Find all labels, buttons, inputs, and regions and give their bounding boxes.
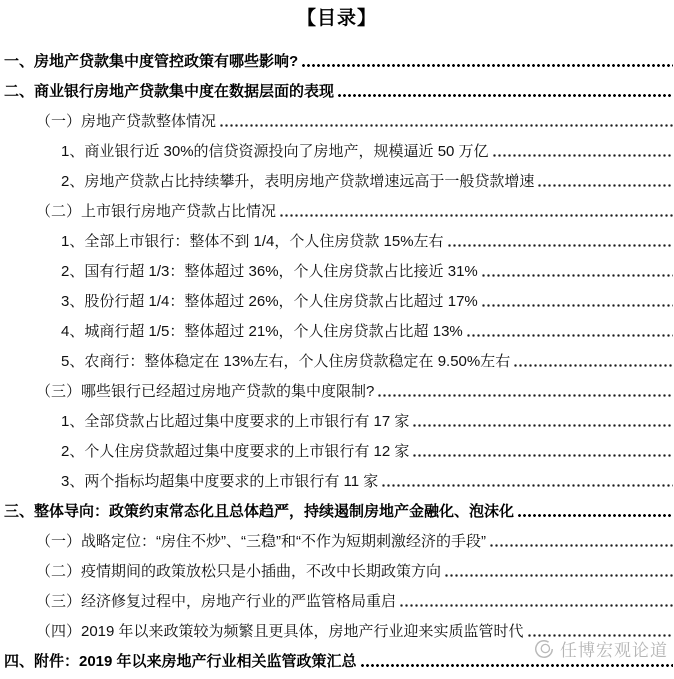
dot-leader — [302, 64, 673, 67]
toc-entry-text: 三、整体导向：政策约束常态化且总体趋严，持续遏制房地产金融化、泡沫化 — [4, 503, 515, 520]
toc-entry-text: （二）上市银行房地产贷款占比情况 — [36, 203, 277, 220]
dot-leader — [378, 394, 673, 397]
toc-entry-text: （二）疫情期间的政策放松只是小插曲，不改中长期政策方向 — [36, 563, 442, 580]
dot-leader — [518, 514, 673, 517]
toc-entry — [0, 314, 674, 344]
toc-entry — [0, 44, 674, 74]
dot-leader — [467, 334, 673, 337]
toc-entry — [0, 404, 674, 434]
watermark-text: 任博宏观论道 — [560, 641, 668, 660]
toc-entry — [0, 584, 674, 614]
dot-leader — [490, 544, 673, 547]
toc-entry — [0, 284, 674, 314]
toc-entry-text: 1、商业银行近 30%的信贷资源投向了房地产，规模逼近 50 万亿 — [61, 143, 489, 160]
toc-entry-text: （一）战略定位：“房住不炒”、“三稳”和“不作为短期刺激经济的手段” — [36, 533, 486, 550]
toc-list — [0, 44, 674, 674]
toc-entry-text: （四）2019 年以来政策较为频繁且更具体，房地产行业迎来实质监管时代 — [36, 623, 524, 640]
toc-entry — [0, 254, 674, 284]
dot-leader — [280, 214, 673, 217]
dot-leader — [482, 274, 673, 277]
toc-entry — [0, 434, 674, 464]
dot-leader — [382, 484, 673, 487]
toc-entry-text: （三）哪些银行已经超过房地产贷款的集中度限制? — [36, 383, 375, 400]
dot-leader — [448, 244, 673, 247]
dot-leader — [361, 664, 673, 667]
toc-entry — [0, 464, 674, 494]
toc-entry — [0, 74, 674, 104]
toc-entry-text: 四、附件：2019 年以来房地产行业相关监管政策汇总 — [4, 653, 357, 670]
toc-entry-text: 5、农商行：整体稳定在 13%左右，个人住房贷款稳定在 9.50%左右 — [61, 353, 511, 370]
toc-entry-text: 3、两个指标均超集中度要求的上市银行有 11 家 — [61, 473, 379, 490]
dot-leader — [482, 304, 673, 307]
dot-leader — [413, 454, 673, 457]
toc-entry-text: 1、全部上市银行：整体不到 1/4，个人住房贷款 15%左右 — [61, 233, 444, 250]
dot-leader — [338, 94, 673, 97]
toc-entry — [0, 554, 674, 584]
toc-entry — [0, 104, 674, 134]
toc-entry-text: 二、商业银行房地产贷款集中度在数据层面的表现 — [4, 83, 335, 100]
page-title: 【目录】 — [296, 8, 377, 29]
toc-entry — [0, 344, 674, 374]
dot-leader — [220, 124, 673, 127]
toc-entry — [0, 224, 674, 254]
dot-leader — [413, 424, 673, 427]
toc-entry — [0, 194, 674, 224]
toc-entry — [0, 494, 674, 524]
toc-entry-text: 4、城商行超 1/5：整体超过 21%，个人住房贷款占比超 13% — [61, 323, 463, 340]
dot-leader — [445, 574, 673, 577]
toc-entry — [0, 644, 674, 674]
toc-entry-text: （一）房地产贷款整体情况 — [36, 113, 217, 130]
toc-entry-text: 2、个人住房贷款超过集中度要求的上市银行有 12 家 — [61, 443, 410, 460]
toc-entry-text: 3、股份行超 1/4：整体超过 26%，个人住房贷款占比超过 17% — [61, 293, 478, 310]
toc-entry-text: 一、房地产贷款集中度管控政策有哪些影响? — [4, 53, 299, 70]
toc-entry — [0, 614, 674, 644]
toc-entry-text: （三）经济修复过程中，房地产行业的严监管格局重启 — [36, 593, 397, 610]
toc-entry-text: 1、全部贷款占比超过集中度要求的上市银行有 17 家 — [61, 413, 410, 430]
toc-entry — [0, 134, 674, 164]
toc-entry — [0, 524, 674, 554]
toc-entry — [0, 374, 674, 404]
dot-leader — [493, 154, 673, 157]
dot-leader — [514, 364, 673, 367]
toc-entry — [0, 164, 674, 194]
dot-leader — [528, 634, 673, 637]
toc-entry-text: 2、国有行超 1/3：整体超过 36%，个人住房贷款占比接近 31% — [61, 263, 478, 280]
dot-leader — [400, 604, 673, 607]
dot-leader — [538, 184, 673, 187]
toc-entry-text: 2、房地产贷款占比持续攀升，表明房地产贷款增速远高于一般贷款增速 — [61, 173, 535, 190]
